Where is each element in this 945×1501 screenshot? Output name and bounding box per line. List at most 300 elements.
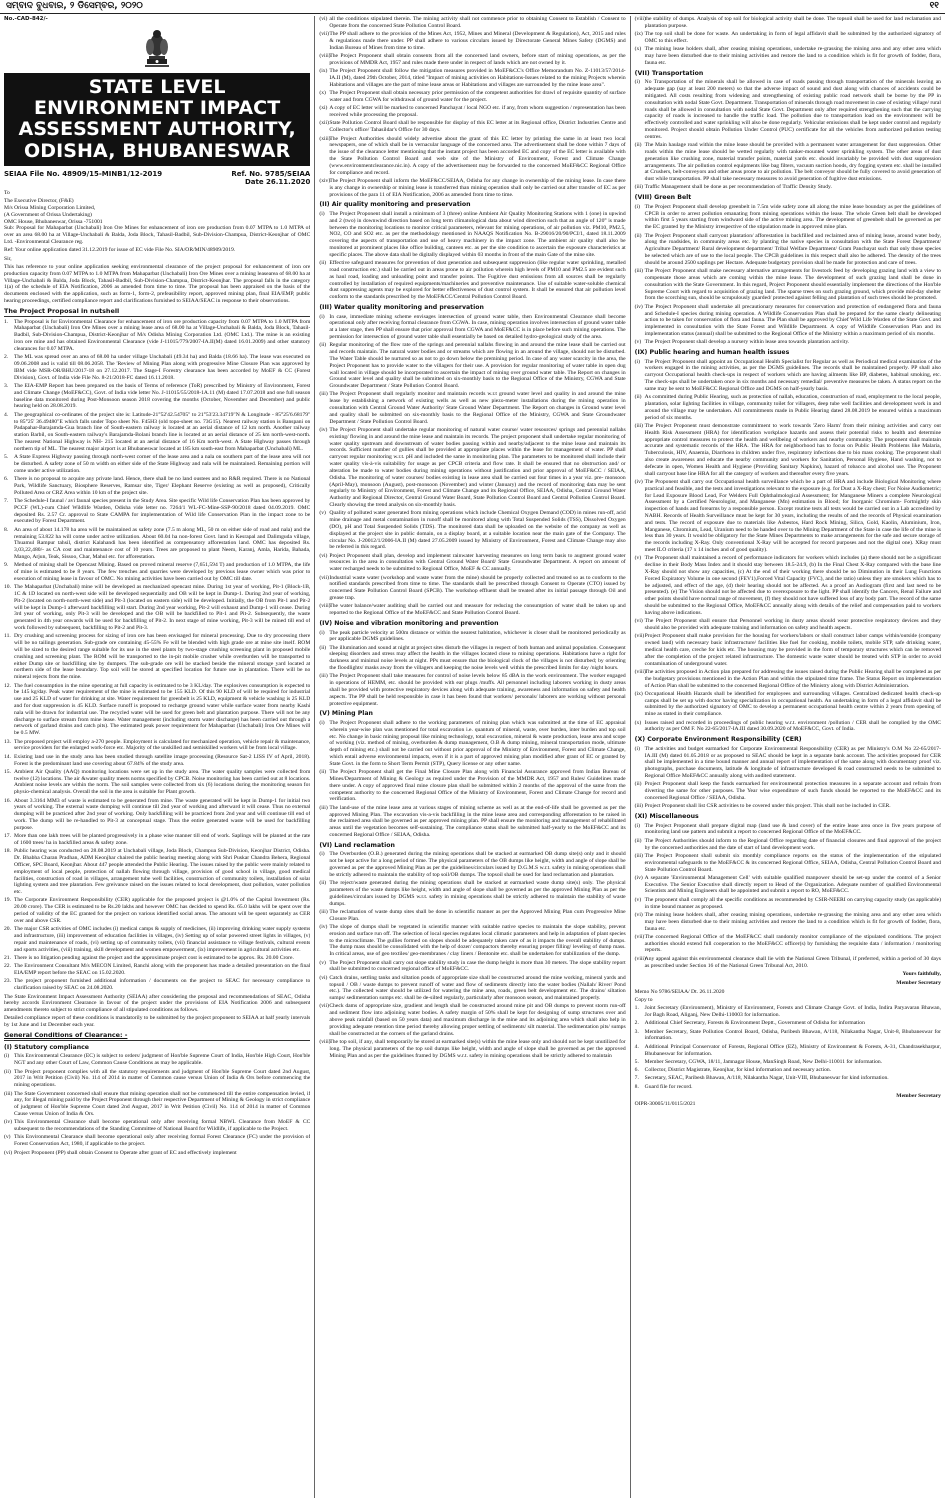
list-item-number: (iii) (634, 852, 644, 859)
noise-list (319, 630, 625, 708)
list-item-text: The Project Proponent shall get the Final Mine Closure Plan along with Financial Assurance approved from Indian Bureau of Mines/Department of Mining & Geology as required under the Provision of the MMDR Act, 1957 and Rules/ Guidelines made there under. A copy of approved final mine closure plan shall be submitted within 2 months of the approval of the same from the competent authority to the concerned Regional Office of the Ministry of Environment, Forest and Climate Change for record and verification. (329, 769, 626, 803)
list-item-number: 7. (4, 497, 9, 504)
list-item-text: The Project Proponent shall make necessary alternative arrangements for livestock feed by developing grazing land with a view to compensate those areas which are coming within the mine lease. The development of such grazing land shall be done in consultation with the State Government. In this regard, Project Proponent should essentially implement the directions of the Hon'ble Supreme Court with regard to acquisition of grazing land. The sparse trees on such grazing ground, which provide mid-day shelter from the scorching sun, should be scrupulously guarded/ protected against felling and plantation of such trees should be promoted. (644, 268, 941, 302)
newspaper-masthead (0, 0, 945, 14)
section-heading: (VIII) Green Belt (634, 194, 692, 202)
list-item (4, 1134, 310, 1148)
list-item-number: (ix) (634, 31, 643, 38)
list-item (4, 633, 310, 681)
list-item-text: The reject/waste generated during the mining operations shall be stacked at earmarked waste dump site(s) only. The physical parameters of the waste dumps like height, width and angle of slope shall be governed as per the approved Mining Plan as per the guidelines/circulars issued by DGMS w.r.t. safety in mining operations shall be strictly adhered to maintain the stability of waste dumps. (329, 880, 626, 907)
list-item (319, 769, 625, 803)
list-item-text: A separate 'Environmental Management Cell' with suitable qualified manpower should be set-up under the control of a Senior Executive. The Senior Executive shall directly report to Head of the Organization. Adequate number of qualified Environmental Scientists and Mining Engineers shall be appointed and submit a report to RO, MoEF&CC. (644, 874, 941, 895)
notice-page (4, 16, 941, 1498)
list-item-number: (viii) (634, 668, 646, 675)
list-item-text: The Project Proponent shall adhere to the working parameters of mining plan which was submitted at the time of EC appraisal wherein year-wise plan was mentioned for total excavation i.e. quantum of mineral, waste, over burden, inter burden and top soil etc. No change in basic mining proposal like mining technology, total excavation, mineral & waste production, lease area and scope of working (viz. method of mining, overburden & dump management, O.B & dump mining, mineral transportation mode, ultimate depth of mining etc.) shall not be carried out without prior approval of the Ministry of Environment, Forest and Climate Change, which entail adverse environmental impacts, even if it is a part of approved mining plan modified after grant of EC or granted by State Govt. in the form to Short Term Permit (STP), Query license or any other name. (329, 720, 626, 767)
list-item-number: (vi) (319, 552, 328, 559)
list-item-text: Quality of polluted water generated from mining operations which include Chemical Oxygen Demand (COD) in mines run-off, acid mine drainage and metal contamination in runoff shall be monitored along with Total Suspended Solids (TSS), Dissolved Oxygen (DO), pH and Total Suspended Solids (TDS). The monitored data shall be uploaded on the website of the company as well as displayed at the project site in public domain, on a display board, at a suitable location near the main gate of the Company. The circular No. J-20012/1/2006-IA.II (M) dated 27.05.2009 issued by Ministry of Environment, Forest and Climate Change may also be referred in this regard. (329, 510, 626, 551)
list-item (319, 603, 625, 617)
list-item-number: (iii) (4, 1090, 13, 1097)
list-item-text: Additional Principal Conservator of Forests, Regional Office (EZ), Ministry of Environment & Forests, A-31, Chandrasekharpur, Bhubaneswar for information. (644, 1043, 941, 1057)
list-item (319, 178, 625, 198)
list-item-number: (vii) (634, 633, 645, 640)
list-item-text: Member Secretary, State Pollution Control Board, Odisha, Paribesh Bhawan, A/118, Nilakantha Nagar, Unit-8, Bhubaneswar for information. (644, 1028, 941, 1042)
file-ref-row (4, 170, 310, 179)
list-item (635, 46, 941, 66)
list-item-number: (v) (319, 510, 326, 517)
list-item-text: Traffic Management shall be done as per recommendation of Traffic Density Study. (644, 184, 832, 191)
list-item (319, 909, 625, 923)
list-item-number: 8. (634, 1083, 639, 1090)
list-item (4, 963, 310, 977)
list-item (635, 633, 941, 667)
list-item (4, 412, 310, 453)
list-item (319, 260, 625, 301)
list-item-number: 9. (4, 562, 9, 569)
list-item-number: (x) (634, 46, 642, 53)
list-item (4, 1069, 310, 1089)
list-item-number: (ii) (319, 342, 327, 349)
list-item (635, 669, 941, 689)
list-item (635, 555, 941, 616)
list-item-text: Project Proponent shall keep the funds earmarked for environmental protection measures in a separate account and refrain from diverting the same for other purposes. The Year wise expenditure of such funds should be reported to the MoEF&CC and its concerned Regional Office / SEIAA, Odisha. (644, 781, 941, 801)
list-item-text: Catch drains, settling tanks and siltation ponds of appropriate size shall be constructed around the mine working, mineral yards and topsoil / OB / waste dumps to prevent runoff of water and flow of sediments directly into the water bodies (Nallah/ River/ Pond etc.). The collected water should be utilized for watering the mine area, roads, green belt development etc. The drains/ siltation sumps/ sedimentation sumps etc. shall be de-silted regularly, particularly after monsoon season, and maintained properly. (329, 974, 626, 1002)
list-item-text: A copy of EC letter will be marked to concerned Panchayat / local NGO etc. if any, from whom suggestion / representation has been received while processing the proposal. (329, 105, 626, 119)
list-item-number: (ii) (634, 781, 642, 788)
water-list (319, 314, 625, 617)
list-item (319, 553, 625, 573)
list-item (635, 720, 941, 734)
list-item-number: 3. (4, 382, 9, 389)
list-item-text: This Environmental Clearance shall become operational only after receiving formal NBWL Clearance from MoEF & CC subsequent to the recommendations of the Standing Committee of National Board for Wildlife, if applicable to the Project. (14, 1119, 311, 1133)
list-item-number: (iii) (319, 804, 328, 811)
list-item (4, 562, 310, 582)
list-item-number: 1. (4, 318, 9, 325)
list-item (635, 897, 941, 911)
list-item-number: (i) (4, 1053, 10, 1060)
list-item-number: (xiii) (319, 135, 331, 142)
list-item-text: The Project Proponent shall install a minimum of 3 (three) online Ambient Air Quality Monitoring Stations with 1 (one) in upwind and 2 (two) in downwind direction based on long term climatological data about wind direction such that an angle of 120° is made between the monitoring locations to monitor critical parameters, relevant for mining operations, of air pollution viz. PM10, PM2.5, NO2, CO and SO2 etc. as per the methodology mentioned in NAAQS Notification No. B-29016/20/90/PCI/1, dated 18.11.2009 covering the aspects of transportation and use of heavy machinery in the impact zone. The ambient air quality shall also be monitored at prominent places like office building, canteen etc. as per the site condition to ascertain the exposure characteristics at specific places. The above data shall be digitally displayed within 03 months in front of the main Gate of the mine site. (329, 210, 626, 258)
list-item (635, 31, 941, 45)
list-item-text: Ambient Air Quality (AAQ) monitoring locations were set up in the study area. The water quality samples were collected from twelve (12) locations. The air &water quality meets norms specified by CPCB. Noise monitoring has been carried out at 8 locations. Ambient noise levels are within the norm. The soil samples were collected from six (6) locations during the monitoring season for physio-chemical analysis. Overall the soil in the area is suitable for Plant growth. (14, 768, 311, 796)
list-item-number: (i) (319, 313, 325, 320)
list-item (4, 584, 310, 632)
intro-paragraph: This has reference to your online application seeking environmental clearance of the project proposal for enhancement of iron ore production capacity from 0.07 MTPA to 1.0 MTPA from Mahaparbat (Unchabali) Iron Ore Mines over a mining leasearea of 68.00 ha at Village-Unchabali & Balda, Joda Block, Tahasil-Badbil, Sub-Division-Champua, District-Keonjhar. The proposal falls in the category 1(a) of the schedule of EIA Notification, 2006 as amended from time to time. The proposal has been appraised on the basis of the documents enclosed with the application, such as form-1, form-2, prefeasibility report, approved mining plan, final EIA/EMP, public hearing proceedings, certified compliance report and clarifications furnished to SEIAA/SEAC in response to their observations. (4, 263, 311, 305)
list-item (635, 1005, 941, 1019)
list-item (635, 339, 941, 346)
list-item-number: 7. (634, 1075, 639, 1082)
list-item-text: The proposed project will employ a-270 people. Employment is calculated for mechanized operation, vehicle repair & maintenance, service providers for the enlarged work-force etc. Majority of the unskilled and semiskilled workers will be from local village. (14, 738, 311, 752)
memo-number: Memo No 9786/SEIAA/ Dt. 26.11.2020 (634, 988, 725, 995)
list-item-number: (iii) (634, 803, 644, 810)
list-item (4, 319, 310, 353)
column-2 (314, 16, 625, 1498)
list-item-text: As committed during Public Hearing, such as protection of nallah, education, construction of road, employment to the local people, plantation, solar lighting facilities in village, community toilet for villagers, deep tube well facilities and development work in and around the village may be undertaken. All commitments made in Public Hearing dated 28.08.2019 be ensured within a maximum period of six months. (644, 394, 941, 421)
list-item-number: (x) (634, 719, 642, 726)
list-item-number: (viii) (319, 53, 331, 60)
copy-to-label: Copy to (634, 996, 653, 1003)
list-item-number: (vi) (4, 1149, 13, 1156)
list-item (4, 476, 310, 496)
list-item-text: The Project Proponent shall prepare digital map (land use & land cover) of the entire lease area once in five years purpose of monitoring land use pattern and submit a report to concerned Regional Office of the MoEF&CC. (644, 822, 941, 836)
list-item-text: the stability of dumps. Analysis of top soil for biological activity shall be done. The topsoil shall be used for land reclamation and plantation purpose. (644, 16, 941, 29)
copy-list (635, 1005, 941, 1090)
section-heading: (IX) Public hearing and human health issues (634, 349, 790, 357)
transport-list (635, 79, 941, 191)
list-item (319, 1003, 625, 1037)
list-item-text: This Environmental Clearance (EC) is subject to orders/ judgment of Hon'ble Supreme Court of India, Hon'ble High Court, Hon'ble NGT and any other Court of Law, Common Cause Conditions as may be applicable. (14, 1053, 311, 1067)
list-item (319, 90, 625, 104)
list-item-text: The land-use of the mine lease area at various stages of mining scheme as well as at the end-of-life shall be governed as per the approved Mining Plan. The excavation vis-a-vis backfilling in the mine lease area and corresponding afforestation to be raised in the reclaimed area shall be governed as per approved mining plan. PP shall ensure the monitoring and management of rehabilitated areas until the vegetation becomes self-sustaining. The compliance status shall be submitted half-yearly to the MoEF&CC and its concerned Regional Office / SEIAA, Odisha. (329, 804, 626, 838)
list-item-text: Public hearing was conducted on 28.08.2019 at Unchabali village, Joda Block, Champua Sub-Division, Keonjhar District, Odisha. Dr. Bhabha Charan Pradhan, ADM Keonjhar chaired the public hearing meeting along with Shri Puskar Chandra Behera, Regional Officer, SPC Board, Keonjhar. About 447 people attended the Public Hearing. The issues raised by the public were mainly related to employment of local people, protection of nallah flowing through village, provision of good school in village, good medical facilities, construction of road in villages, arrangement tube well facilities, construction of community toilets, installation of solar lighting system and tree plantation. Few greivance raised on the issues related to local development, dust pollution, water pollution etc. (14, 848, 311, 896)
list-item-number: 21. (4, 954, 11, 961)
list-item-text: No Transportation of the minerals shall be allowed in case of roads passing through transportation of the minerals leaving an adequate gap (say at least 200 meters) so that the adverse impact of sound and dust along with chances of accidents could be mitigated. All costs resulting from widening and strengthening of existing public road network shall be borne by the PP in consultation with nodal State Govt. Department. Transportation of minerals through road movement in case of existing village/ rural roads shall be allowed in consultation with nodal State Govt. Department only after required strengthening such that the carrying capacity of roads is increased to handle the traffic load. The pollution due to transportation load on the environment will be effectively controlled and water sprinkling will also be done regularly. Vehicular emissions shall be kept under control and regularly monitored. Project should obtain Pollution Under Control (PUC) certificate for all the vehicles from authorized pollution testing centres. (644, 79, 941, 140)
list-item-number: 4. (634, 1043, 639, 1050)
statutory-list (4, 1053, 310, 1156)
list-item-text: Industrial waste water (workshop and waste water from the mine) should be properly collected and treated so as to conform to the notified standards prescribed from time to time. The standards shall be prescribed through Consent to Operate (CTO) issued by concerned State Pollution Control Board (SPCB). The workshop effluent shall be treated after its initial passage through Oil and grease trap. (329, 574, 626, 601)
list-item-text: The Project Proponent shall follow the mitigation measures provided in MoEF&CC's Office Memorandum No. Z-11013/57/2014-IA.II (M), dated 29th October, 2014, titled "Impact of mining activities on Habitations-Issues related to the mining Projects wherein Habitations and villages are the part of mine lease areas or Habitations and villages are surrounded by the mine lease area". (329, 68, 626, 88)
list-item-number: (v) (319, 959, 326, 966)
list-item-text: State Pollution Control Board shall be responsible for display of this EC letter at its Regional office, District Industries Centre and Collector's office/ Tahasildar's Office for 30 days. (329, 120, 626, 134)
list-item (4, 383, 310, 410)
list-item (635, 16, 941, 30)
list-item (319, 673, 625, 707)
list-item-text: Joint Secretary (Environment), Ministry of Environment, Forests and Climate Change Govt. of India, Indira Paryavaran Bhawan, Jor Bagh Road, Aliganj, New Delhi-110003 for information. (644, 1005, 941, 1018)
list-item-text: The fuel consumption in the mine operating at full capacity is estimated to be 3 KL/day. The explosives consumption is expected to be 145 kg/day. Peak water requirement of the mine is estimated to be 155 KLD. Of this 90 KLD of will be required for industrial use and 25 KLD of water for drinking at site. Water requirement for greenbelt is 25 KLD, equipment & vehicle washing is 25 KLD and for dust suppression is 45 KLD. Surface runoff is proposed to recharge ground water while surface water from nearby Kashi nala will be drawn for industrial use. The recycled water will be used for green belt and plantation purpose. There will not be any discharge to surface stream from mine lease. Water management (including storm water discharge) has been carried out through a network of garland drains and catch pits). The estimated peak power requirement for Mahaparbat (Unchabali) Iron Ore Mines will be 0.5 MW. (14, 682, 311, 737)
list-item (319, 851, 625, 878)
list-item-number: 10. (4, 584, 11, 591)
section-heading: (XI) Miscellaneous (634, 813, 699, 821)
list-item-number: (i) (634, 745, 640, 752)
list-item-text: Project Proponent (PP) shall obtain Consent to Operate after grant of EC and effectively implement (14, 1149, 237, 1156)
list-item-number: (iv) (4, 1119, 13, 1126)
list-item (319, 1039, 625, 1059)
list-item-number: (vi) (634, 618, 643, 625)
section-heading: General Conditions of Clearance: - (4, 1032, 310, 1041)
list-item (319, 960, 625, 974)
list-item-number: (ii) (319, 769, 327, 776)
list-item-number: 2. (4, 354, 9, 361)
section-heading: (IV) Noise and vibration monitoring and prevention (319, 619, 499, 627)
column-3 (630, 16, 941, 1498)
list-item-text: Effective safeguard measures for prevention of dust generation and subsequent suppression (like regular water sprinkling, metalled road construction etc.) shall be carried out in areas prone to air pollution wherein high levels of PM10 and PM2.5 are evident such as haul road, loading and unloading point and transfer points. The Fugitive dust emissions from all sources shall be regularly controlled by installation of required equipments/machineries and preventive maintenance. Use of suitable water-soluble chemical dust suppressing agents may be explored for better effectiveness of dust control system. It shall be ensured that air pollution level conform to the standards prescribed by the MoEF&CC/Central Pollution Control Board. (329, 260, 626, 301)
list-item-number: (ii) (4, 1068, 11, 1075)
statutory-list-cont (319, 16, 625, 198)
list-item-text: The reclamation of waste dump sites shall be done in scientific manner as per the Approved Mining Plan cum Progressive Mine Closure Plan. (329, 908, 626, 922)
list-item (319, 31, 625, 51)
reference: Ref: Your online application dated 31.12.2019 for issue of EC vide File No. SIA/OR/MIN/48909/2019. (4, 247, 236, 254)
list-item-text: The illumination and sound at night at project sites disturb the villages in respect of both human and animal population. Consequent sleeping disorders and stress may affect the health in the villages located close to mining operations. Habitations have a right for darkness and minimal noise levels at night. PPs must ensure that the biological clock of the villages is not disturbed; by orienting the floodlights/ masks away from the villagers and keeping the noise levels well within the prescribed limits for day /night hours. (329, 644, 626, 672)
list-item (319, 510, 625, 551)
mining-plan-list (319, 720, 625, 839)
list-item-text: The top soil, if any, shall temporarily be stored at earmarked site(s) within the mine lease only and should not be kept unutilized for long. The physical parameters of the top soil dumps like height, width and angle of slope shall be governed as per the approved Mining Plan and as per the guidelines framed by DGMS w.r.t. safety in mining operations shall be strictly adhered to maintain (329, 1039, 626, 1059)
section-heading: (VI) Land reclamation (319, 841, 395, 849)
list-item (4, 739, 310, 753)
list-item (635, 304, 941, 338)
list-item-number: (ix) (634, 690, 643, 697)
list-item (635, 853, 941, 873)
list-item-text: Any appeal against this environmental clearance shall lie with the National Green Tribunal, if preferred, within a period of 30 days as prescribed under Section 16 of the National Green Tribunal Act, 2010. (644, 955, 941, 969)
list-item-text: The Project Proponent shall submit six monthly compliance reports on the status of the implementation of the stipulated environmental safeguards to the MoEF&CC & its concerned Regional Office, SEIAA, Odisha, Central Pollution Control Board and State Pollution Control Board. (644, 852, 941, 873)
list-item (4, 955, 310, 962)
list-item (319, 720, 625, 768)
list-item-number: 22. (4, 963, 11, 970)
list-item (319, 805, 625, 839)
list-item-text: The top soil shall be done for waste. An undertaking in form of legal affidavit shall be submitted by the authorized signatory of OMC to this effect. (644, 31, 941, 44)
list-item (635, 394, 941, 421)
list-item-number: (v) (634, 339, 642, 346)
list-item-text: This Environmental Clearance shall become operational only after receiving formal Forest Clearance (FC) under the provision of Forest Conservation Act, 1980, if applicable to the project. (14, 1134, 311, 1148)
section-heading: (II) Air quality monitoring and preservation (319, 201, 471, 209)
list-item-text: all the conditions stipulated therein. The mining activity shall not commence prior to obtaining Consent to Establish / Consent to Operate from the concerned State Pollution Control Board. (329, 16, 626, 29)
signatory: Member Secretary (896, 980, 941, 987)
list-item-text: The PP shall adhere to the provision of the Mines Act, 1952, Mines and Mineral (Development & Regulation), Act, 2015 and rules & regulations made there under. PP shall adhere to various circulars issued by Directorate General Mines Safety (DGMS) and Indian Bureau of Mines from time to time. (329, 31, 626, 51)
list-item (635, 746, 941, 780)
list-item (635, 359, 941, 393)
list-item-number: (ii) (634, 232, 642, 239)
list-item-number: (xii) (319, 120, 329, 127)
list-item-text: The peak particle velocity at 500m distance or within the nearest habitation, whichever is closer shall be monitored periodically as per applicable DGMS guidelines. (329, 629, 626, 643)
list-item-number: (iii) (319, 673, 328, 680)
list-item (635, 1020, 941, 1027)
list-item (635, 956, 941, 970)
list-item-number: (ii) (319, 880, 327, 887)
list-item-text: The Proponent shall carry out Occupational health surveillance which be a part of HRA and include Biological Monitoring where practical and feasible, and the tests and investigations relevant to the exposure (e.g. for Dust a X-Ray chest; For Noise Audiometric; for Lead Exposure Blood Lead, For Welders Full Ophthalmological Assessment; for Manganese Miners a complete Neurological Assessment by a Certified Neurologist, and Manganese (Mn) estimation in Blood; for Inorganic Chromium- Fortnightly skin inspection of hands and forearms by a responsible person. Except routine tests all tests would be carried out in a Lab accredited by NABH. Records of Health Surveillance must be kept for 30 years, including the results of and the records of Physical examination and tests. The record of exposure due to materials like Asbestos, Hard Rock Mining, Silica, Gold, Kaolin, Aluminium, Iron, Manganese, Chromium, Lead, Uranium need to be handed over to the Mining Department of the State in case the life of the mine is less than 30 years. It would be obligatory for the State Mines Departments to make arrangements for the safe and secure storage of the records including X-Ray. Only conventional X-Ray will be accepted for record purposes and not the digital one). XRay must meet ILO criteria (17 x 14 inches and of good quality). (644, 478, 941, 554)
list-item-text: The Main haulage road within the mine lease should be provided with a permanent water arrangement for dust suppression. Other roads within the mine lease should be wetted regularly with tanker-mounted water sprinkling system. The other areas of dust generation like crushing zone, material transfer points, material yards etc. should invariably be provided with dust suppression arrangements. The air pollution control equipments like bag filters, vacuum suction hoods, dry fogging system etc. shall be installed at Crushers, belt-conveyors and other areas prone to air pollution. The belt conveyor should be fully covered to avoid generation of dust while transportation. PP shall take necessary measures to avoid generation of fugitive dust emissions. (644, 142, 941, 183)
oipr-code: OIPR-30005/11/0115/2021 (634, 1100, 696, 1107)
reclamation-list-cont (635, 16, 941, 67)
list-item (319, 68, 625, 88)
list-item-number: (iv) (319, 924, 328, 930)
list-item-text: Method of mining shall be Opencast Mining. Based on proved mineral reserve (7,651,594 T) and production of 1.0 MTPA, the life of mine is estimated to be 8 years. The few trenches and quarries were developed by previous lease owner which was prior to execution of mining lease in favour of OMC. No mining activities have been carried out by OMC till date. (14, 562, 311, 582)
list-item-number: (iii) (634, 184, 644, 191)
list-item-number: 6. (634, 1067, 639, 1074)
list-item-text: The Project Proponent shall obtain necessary prior permission of the competent authorities for drawl of requisite quantity of surface water and from CGWA for withdrawal of ground water for the project. (329, 90, 626, 103)
list-item-text: The Project Proponent shall inform the MoEF&CC/SEIAA, Odisha for any change in ownership of the mining lease. In case there is any change in ownership or mining lease is transferred than mining operation shall only be carried out after transfer of EC as per provisions of the para 11 of EIA Notification, 2006 as amended from time to time. (329, 177, 626, 198)
list-item (319, 575, 625, 602)
air-list (319, 211, 625, 301)
subject: Sub: Proposal for Mahaparbat (Unchabali) Iron Ore Mines for enhancement of iron ore production from 0.07 MTPA to 1.0 MTPA of over an area 68.00 ha at Village-Unchabali & Balda, Joda Block, Tahasil-Badbil, Sub-Division-Champua, District-Keonjhar of OMC Ltd. -Environmental Clearance reg. (4, 225, 311, 246)
compliance-paragraph: Detailed compliance report of these conditions is mandatorily to be submitted by the project proponent to SEIAA at half yearly intervals by 1st June and 1st December each year. (4, 1015, 311, 1029)
list-item-text: The Project Proponent shall carry out slope stability study in case the dump height is more than 30 meters. The slope stability report shall be submitted to concerned regional office of MoEF&CC. (329, 959, 626, 973)
list-item-text: The mining lease holders shall, after ceasing mining operations, undertake re-grassing the mining area and any other area which may have been disturbed due to their mining activities and restore the land to a condition which is fit for growth of fodder, flora, fauna etc. (644, 911, 941, 932)
list-item (319, 105, 625, 119)
file-number: SEIAA File No. 48909/15-MINB1/12-2019 (4, 169, 163, 178)
masthead-date: ସମ୍ବାଦ ବୁଧବାର, ୨ ଡିସେମ୍ବର, ୨୦୨୦ (6, 1, 143, 12)
list-item-number: (viii) (634, 955, 646, 962)
list-item (4, 926, 310, 953)
list-item (319, 391, 625, 425)
list-item (4, 754, 310, 768)
list-item-text: The Project Authorities should widely advertise about the grant of this EC letter by printing the same in at least two local newspapers, one of which shall be in vernacular language of the concerned area. The advertisement shall be done within 7 days of the issue of the clearance letter mentioning that the instant project has been accorded EC and copy of the EC letter is available with the State Pollution Control Board and web site of the Ministry of Environment, Forest and Climate Change (www.environmentclearance.nic.in). A copy of the advertisement may be forwarded to the concerned MoEF&CC Regional Office for compliance and record. (329, 135, 626, 176)
list-item-number: 20. (4, 926, 11, 933)
list-item-number: 4. (4, 411, 9, 418)
list-item (4, 848, 310, 896)
address-line: (A Government of Orissa Undertaking) (4, 211, 92, 218)
list-item-number: (ii) (634, 394, 642, 401)
list-item (319, 16, 625, 30)
page-number: ୧୧ (929, 1, 939, 12)
list-item-text: The Project Proponent shall regularly monitor and maintain records w.r.t ground water level and quality in and around the mine lease by establishing a network of existing wells as well as new piezo-meter installations during the mining operation in consultation with Central Ground Water Authority/ State Ground Water Department. The Report on changes in Ground water level and quality shall be submitted on six-monthly basis to the Regional Office of the Ministry, CGWA and State Groundwater Department / State Pollution Control Board. (329, 391, 626, 425)
list-item-text: Additional Chief Secretary, Forests & Environment Deptt., Government of Odisha for information (644, 1020, 865, 1027)
list-item (635, 479, 941, 554)
list-item (635, 1044, 941, 1058)
list-item-number: 16. (4, 797, 11, 804)
notice-number: No.-CAD-842/- (4, 16, 48, 22)
list-item-number: (iii) (319, 908, 328, 915)
address-line: The Executive Director, (F&E) (4, 198, 74, 205)
list-item-text: Project Proponent shall plan, develop and implement rainwater harvesting measures on long term basis to augment ground water resources in the area in consultation with Central Ground Water Board/ State Groundwater Department. A report on amount of water recharged needs to be submitted to Regional Office, MoEF & CC annually. (329, 552, 626, 573)
list-item-text: Collector, District Magistrate, Keonjhar, for kind information and necessary action. (644, 1067, 832, 1074)
list-item (4, 1119, 310, 1133)
list-item (319, 630, 625, 644)
list-item-number: 8. (4, 526, 9, 533)
list-item-text: A State Express Highway passing through north-west corner of the lease area and a nala on southern part of the lease area will not be disturbed. A safety zone of 50 m width on either side of the State Highway and nala will be maintained. Remaining portion will come under active utilization. (14, 454, 311, 474)
list-item (635, 1067, 941, 1074)
list-item-text: The Project proponent complies with all the statutory requirements and judgment of Hon'ble Supreme Court dated 2nd August, 2017 in Writ Petition (Civil) No. 114 of 2014 in matter of Common cause versus Union of India & Ors before commencing the mining operations. (14, 1068, 311, 1089)
list-item (635, 1075, 941, 1082)
list-item-text: There is no litigation pending against the project and the approximate project cost is estimated to be approx. Rs. 20.00 Crore. (14, 954, 294, 961)
list-item-number: (viii) (319, 1039, 331, 1045)
list-item (635, 1059, 941, 1066)
list-item (635, 79, 941, 140)
list-item-text: The Project Proponent shall take measures for control of noise levels below 85 dBA in the work environment. The worker engaged in operations of HEMM, etc. should be provided with ear plugs /muffs. All personnel including laborers working in dusty areas shall be provided with protective respiratory devices along with adequate training, awareness and information on safety and health aspects. The PP shall be held responsible in case it has been found that workers/ personals/ laborers are working without personal protective equipment. (329, 673, 626, 707)
list-item-text: The Overburden (O.B.) generated during the mining operations shall be stacked at earmarked OB dump site(s) only and it should not be kept active for a long period of time. The physical parameters of the OB dumps like height, width and angle of slope shall be governed as per the approved Mining Plan as per the guidelines/circulars issued by D.G.M.S w.r.t. safety in mining operations shall be strictly adhered to maintain the stability of top soil/OB dumps. The topsoil shall be used for land reclamation and plantation. (329, 851, 626, 878)
list-item-text: The Project Proponent shall carryout plantation/ afforestation in backfilled and reclaimed area of mining lease, around water body, along the roadsides, in community areas etc. by planting the native species in consultation with the State Forest Department/ Agriculture Department/ Rural development department/ Tribal Welfare Department/ Gram Panchayat such that only those species be selected which are of use to the local people. The CPCB guidelines in this respect shall also be adhered. The density of the trees should be around 2500 saplings per Hectare. Adequate budgetary provision shall be made for protection and care of trees. (644, 232, 941, 266)
list-item (319, 211, 625, 259)
list-item-text: Check dams of appropriate size, gradient and length shall be constructed around mine pit and OB dumps to prevent storm run-off and sediment flow into adjoining water bodies. A safety margin of 50% shall be kept for designing of sump structures over and above peak rainfall (based on 50 years data) and maximum discharge in the mine and its adjoining area which shall also help in providing adequate retention time period thereby allowing proper settling of sediments/ silt material. The sedimentation pits/ sumps shall be constructed at the corners of the garland drains. (329, 1003, 626, 1037)
list-item-number: (ii) (319, 644, 327, 651)
list-item (635, 781, 941, 801)
list-item (4, 498, 310, 525)
list-item-number: 19. (4, 897, 11, 904)
misc-list (635, 823, 941, 970)
list-item-text: Member Secretary, CGWA, 18/11, Jamnagar House, ManSingh Road, New Delhi-110011 for information. (644, 1058, 883, 1065)
list-item-number: (ii) (634, 837, 642, 844)
list-item (319, 314, 625, 341)
cer-list (635, 746, 941, 810)
list-item-text: Existing land use in the study area has been studied through satellite image processing (Resource Sat-2 LISS IV of April, 2018). Forest is the predominant land use covering about 67.84% of the study area. (14, 753, 311, 767)
list-item-number: (i) (319, 720, 325, 726)
list-item (4, 1150, 310, 1157)
salutation: Sir, (4, 255, 12, 262)
list-item (635, 691, 941, 718)
list-item-number: (ii) (319, 260, 327, 267)
list-item-number: (xi) (319, 105, 328, 112)
list-item (635, 184, 941, 191)
list-item-number: (i) (634, 79, 640, 86)
list-item-text: Issues raised and recorded in proceedings of public hearing w.r.t. environment /pollution / CER shall be complied by the OMC authority as per OM F. No 22-65/2017-IA.III dated 30.09.2020 of MoEF&CC, Govt. of India. (644, 719, 941, 733)
list-item-number: (iii) (634, 422, 644, 429)
list-item-number: (vii) (634, 933, 645, 940)
list-item (319, 924, 625, 958)
list-item (635, 934, 941, 954)
seiaa-paragraph: The State Environment Impact Assessment Authority (SEIAA) after considering the proposal and recommendations of SEAC, Odisha hereby accords Environment Clearance in favour of the project under the provisions of EIA Notification 2006 and subsequent amendments thereto subject to strict compliance of all stipulated conditions as follows. (4, 993, 311, 1014)
list-item-number: (iii) (319, 391, 328, 398)
list-item (635, 1084, 941, 1091)
list-item (635, 618, 941, 632)
list-item-text: Guard file for record. (644, 1083, 693, 1090)
list-item (635, 912, 941, 932)
list-item (4, 454, 310, 474)
list-item-number: (v) (634, 555, 642, 562)
list-item (635, 268, 941, 302)
list-item-number: (vii) (319, 574, 329, 581)
list-item-text: Dry crushing and screening process for sizing of iron ore has been envisaged for mineral processing. Due to dry processing there will be no tailings generation. Sub-grade ore containing 45-55% Fe will be blended with high grade ore at mine site itself. ROM will be sized to the desired range suitable for its use in the steel plants by two-stage crushing screening plant in proposed mobile crushing and screening plant. The ROM will be transported to the in-pit mobile crusher while overburden will be transported to either Dump site or backfilling site by dumpers. The sub-grade ore will be stacked beside the mineral storage yard located at northern side of the lease boundary. Top soil will be stored at specified location for future use in plantation. There will be no mineral rejects from the mine. (14, 633, 311, 681)
signatory-footer: Member Secretary (896, 1092, 941, 1099)
list-item-text: The activities proposed in Action plan prepared for addressing the issues raised during the Public Hearing shall be completed as per the budgetary provisions mentioned in the Action Plan and within the stipulated time frame. The Status Report on implementation of Action Plan shall be submitted to the concerned Regional Office of the Ministry along with District Administration. (644, 668, 941, 689)
list-item-text: The slope of dumps shall be vegetated in scientific manner with suitable native species to maintain the slope stability, prevent erosion and surface run off. The selection of local species regulates local climatic parameters and help in adaptation of plant species to the microclimate. The gullies formed on slopes should be adequately taken care of as it impacts the overall stability of dumps. The dump mass should be consolidated with the help of dozer/ compactors thereby ensuring proper filling/ leveling of dump mass. In critical areas, use of geo textiles/ geo-membranes / clay liners / Bentonite etc. shall be undertaken for stabilization of the dump. (329, 924, 626, 958)
list-item-text: The proponent shall comply all the specific conditions as recommended by CSIR-NEERI on carrying capacity study (as applicable) in time bound manner as proposed. (644, 896, 941, 910)
list-item (319, 53, 625, 67)
list-item (319, 975, 625, 1002)
ref-number: Ref. No. 9785/SEIAA (231, 169, 311, 178)
recipient-address (4, 198, 310, 225)
list-item-number: 5. (634, 1058, 639, 1065)
list-item (4, 769, 310, 796)
list-item (635, 142, 941, 183)
list-item-number: (v) (4, 1134, 11, 1141)
list-item-text: The Proponent shall maintained a record of performance indicators for workers which includes (a) there should not be a significant decline in their Body Mass Index and it should stay between 18.5-24.9, (b) In the Final Chest X-Ray compared with the base line X-Ray should not show any capacities, (c) At the end of their working there should be no Diminution in their Lung Functions Forced Expiratory Volume in one second (FEV1),Forced Vital Capacity (FVC), and the ratio) unless they are smokers which has to be adjusted, and effect of the age, (d) their hearing should not be affected. As a proof an Audiogram (first and last need to be presented). (e) The Vision should not be affected due to overexposure to the light. PP shall identify the Cancers, Renal Failure and other points should have normal range of movement, (f) they should not have suffered loss of any body part. The record of the same should be submitted to the Regional Office, MoEF&CC annually along with details of the relief and compensation paid to workers having above indications. (644, 555, 941, 616)
list-item (319, 120, 625, 134)
list-item-text: The Project Proponent shall ensure that Personnel working in dusty areas should wear protective respiratory devices and they should also be provided with adequate training and information on safety and health aspects. (644, 618, 941, 631)
list-item (4, 1091, 310, 1118)
list-item-text: About 3.3164 MM3 of waste is estimated to be generated from mine. The waste generated will be kept in Dump-1 for initial two years of working. The external waste dumping will continue till 2nd year of working and afterward it will cease. Thus no external dumping will be practiced after 2nd year of working. Only backfilling will be practiced from 2nd year and will continue till end of work. The dump will be re-handled to Pit-3 at conceptual stage. Thus the entire generated waste will be used for backfilling purpose. (14, 797, 311, 831)
list-item-text: The EIA-EMP Report has been prepared on the basis of Terms of reference (ToR) prescribed by Ministry of Environment, Forest and Climate Change (MoEF&CC), Govt. of India vide letter No. J-11015/55/2018-1A.11 (M) dated 17.07.2018 and one full season baseline data monitored during Post-Monsoon season 2018 covering the months (October, November and December) and public hearing held on 28.08.2019. (14, 382, 311, 410)
list-item-text: Occupational Health Hazards shall be identified for employees and surrounding villages. Centralized dedicated health check-up camps shall be set up with doctor having specialization in occupational health. An undertaking in form of a legal affidavit shall be submitted by the authorized signatory of OMC to develop a permanent occupational health centre within 2 years from opening of mine as stated in their compliance. (644, 690, 941, 718)
authority-title: STATE LEVEL ENVIRONMENT IMPACT ASSESSMENT AUTHORITY, ODISHA, BHUBANESWAR (4, 73, 310, 166)
list-item-number: (iii) (634, 268, 644, 275)
list-item-number: (i) (319, 629, 325, 636)
list-item-text: The ML was spread over an area of 68.00 ha under village Unchabali (49.34 ha) and Balda (18.66 ha). The lease was executed on 09.06.2008 and is valid till 08.06.2058. The 'Review of Mining Plan along with progressive Mine Closure Plan was approved by IBM vide MSR-OR/BHU/2017-18 on 27.12.2017. The Stage-I Forestry clearance has been accorded by MoEF & CC (Forest Division), Govt. of India vide File No. 8-21/2018-FC dated 16.11.2018. (14, 354, 311, 381)
list-item-text: The concerned Regional Office of the MoEF&CC shall randomly monitor compliance of the stipulated conditions. The project authorities should extend full cooperation to the MoEF&CC officer(s) by furnishing the requisite data / information / monitoring reports. (644, 933, 941, 954)
list-item (319, 342, 625, 390)
list-item-text: The Environment Consultant M/s MECON Limited, Ranchi along with the proponent has made a detailed presentation on the final EIA/EMP report before the SEAC on 15.02.2020. (14, 963, 311, 977)
notice-date: Date 26.11.2020 (244, 178, 311, 187)
address-line: M/s Orissa Mining Corporation Limited, (4, 204, 96, 211)
list-item (4, 978, 310, 992)
list-item-number: (iv) (634, 874, 643, 881)
list-item (4, 897, 310, 924)
list-item (635, 875, 941, 895)
list-item-text: An area of about 14.178 ha area will be maintained as safety zone (7.5 m along ML, 50 m on either side of road and nala) and the remaining 53.822 ha will come under active utilization. About 60.04 ha non-forest Govt. land in Kesrapal and Dalimguda village, Thuamul Rampur tahsil, district Kalahandi has been identified as compensatory afforestation land. OMC has deposited Rs. 3,03,22,480/- as CA cost and maintenance cost of 10 years. Trees are proposed to plant Neem, Karanj, Amla, Harida, Bahada, Mango, Arjun, Teak, Sissoo, Char, Mahul etc. for afforestation. (14, 526, 311, 560)
list-item-text: The activities and budget earmarked for Corporate Environmental Responsibility (CER) as per Ministry's O.M No 22-65/2017-IA.III (M) dated 01.05.2018 or as proposed to SEAC should be kept in a separate bank account. The activities proposed for CER shall be implemented in a time bound manner and annual report of implementation of the same along with documentary proof viz. photographs, purchase documents, latitude & longitude of infrastructure developed & road constructed needs to be submitted to Regional Office MoEF&CC annually along with audited statement. (644, 745, 941, 779)
list-item-number: 3. (634, 1028, 639, 1035)
national-emblem-icon (139, 25, 175, 69)
list-item (635, 823, 941, 837)
list-item-number: (vi) (319, 16, 328, 22)
list-item-number: 18. (4, 848, 11, 855)
list-item-number: (i) (634, 203, 640, 210)
list-item-number: (iv) (319, 427, 328, 433)
list-item-text: Project Proponent shall make provision for the housing for workers/labors or shall construct labor camps within/outside (company owned land) with necessary basic infrastructure/ facilities like fuel for cooking, mobile toilets, mobile STP, safe drinking water, medical health care, creche for kids etc. The housing may be provided in the form of temporary structures which can be removed after the completion of the project related infrastructure. The domestic waste water should be treated with STP in order to avoid contamination of underground water. (644, 633, 941, 667)
list-item-number: 2. (634, 1020, 639, 1027)
list-item-number: 17. (4, 833, 11, 840)
list-item (4, 354, 310, 381)
list-item-text: The geographical co-ordinates of the project site is: Latitude-21°52'42.54705" to 21°53'23.34719"N & Longitude - 85°25'6.68179" to 85°25' 36.49480"E which falls under Topo sheet No. F45H3 (old topo-sheet no. 73G15). Nearest railway station is Banspani on Padapahar-Barajamda-Gua branch line of South-eastern railway is located at an aerial distance of 12 km north. Another railway station Barbil, on South-eastern railway's Barajamda-Bolani branch line is located at an aerial distance of 25 km north-west-north. The nearest National Highway is NH- 215 located at an aerial distance of 16 Km north-west. A State Highway passes through northern tip of ML. The nearest major airport is at Bhubaneswar located at 185 km south-east from Mahaparbat (Unchabali) ML. (14, 411, 311, 452)
list-item-text: The Project Proponent must demonstrate commitment to work towards 'Zero Harm' from their mining activities and carry out Health Risk Assessment (HRA) for identification workplace hazards and assess their potential risks to health and determine appropriate control measures to protect the health and wellbeing of workers and nearby community. The proponent shall maintain accurate and systematic records of the HRA. The HRA for neighborhood has to focus on Public Health Problems like Malaria, Tuberculosis, HIV, Anaemia, Diarrhoea in children under five, respiratory infections due to bio mass cooking. The proponent shall also create awareness and educate the nearby community and workers for Sanitation, Personal Hygiene, Hand washing, not to defecate in open, Women Health and Hygiene (Providing Sanitary Napkins), hazard of tobacco and alcohol use. The Proponent shall carryout base line HRA for all the category of workers and thereafter every five years. (644, 422, 941, 477)
list-item-text: More than one lakh trees will be planted progressively in a phase wise manner till end of work. Saplings will be planted at the rate of 1600 trees/ ha in backfilled areas & safety zone. (14, 833, 311, 846)
list-item (319, 427, 625, 509)
list-item (4, 833, 310, 847)
reclamation-list (319, 851, 625, 1059)
list-item-number: (i) (634, 358, 640, 365)
list-item-text: The Project Proponent shall develop greenbelt in 7.5m wide safety zone all along the mine lease boundary as per the guidelines of CPCB in order to arrest pollution emanating from mining operations within the lease. The whole Green belt shall be developed within first 5 years starting from windward side of the active mining area. The development of greenbelt shall be governed as per the EC granted by the Ministry irrespective of the stipulation made in approved mine plan. (644, 203, 941, 231)
list-item-number: (iv) (634, 478, 643, 485)
list-item-text: The Project Proponent shall undertake regular monitoring of natural water course/ water resources/ springs and perennial nallahs existing/ flowing in and around the mine lease and maintain its records. The project proponent shall undertake regular monitoring of water quality upstream and downstream of water bodies passing within and nearby/adjacent to the mine lease and maintain its records. Sufficient number of gullies shall be provided at appropriate places within the lease for management of water. PP shall carryout regular monitoring w.r.t. pH and included the same in monitoring plan. The parameters to be monitored shall include their water quality vis-à-vis suitability for usage as per CPCB criteria and flow rate. It shall be ensured that no obstruction and/ or alteration be made to water bodies during mining operations without justification and prior approval of MoEF&CC / SEIAA, Odisha. The monitoring of water courses/ bodies existing in lease area shall be carried out four times in a year viz. pre- monsoon (April-May), monsoon (August), post-monsoon (November) and winter (January) and the record of monitoring data may be sent regularly to Ministry of Environment, Forest and Climate Change and its Regional Office, SEIAA, Odisha, Central Ground Water Authority and Regional Director, Central Ground Water Board, State Pollution Control Board and Central Pollution Control Board. Clearly showing the trend analysis on six-monthly basis. (329, 427, 626, 508)
list-item-text: The Project Proponent shall appoint an Occupational Health Specialist for Regular as well as Periodical medical examination of the workers engaged in the mining activities, as per the DGMS guidelines. The records shall be maintained properly. PP shall also carryout Occupational health check-ups in respect of workers which are having ailments like BP, diabetes, habitual smoking, etc. The check-ups shall be undertaken once in six months and necessary remedial/ preventive measures be taken. A status report on the same may be sent to MoEF&CC Regional Office and DGMS on half-yearly basis. (644, 358, 941, 392)
list-item-text: Project Proponent shall list CSR activities to be covered under this project. This shall not be included in CER. (644, 803, 891, 810)
list-item-text: In case, immediate mining scheme envisages intersection of ground water table, then Environmental Clearance shall become operational only after receiving formal clearance from CGWA. In case, mining operation involves intersection of ground water table at a later stage, then PP shall ensure that prior approval from CGWA and MoEF&CC is in place before such mining operations. The permission for intersection of ground water table shall essentially be based on detailed hydro-geological study of the area. (329, 313, 626, 340)
